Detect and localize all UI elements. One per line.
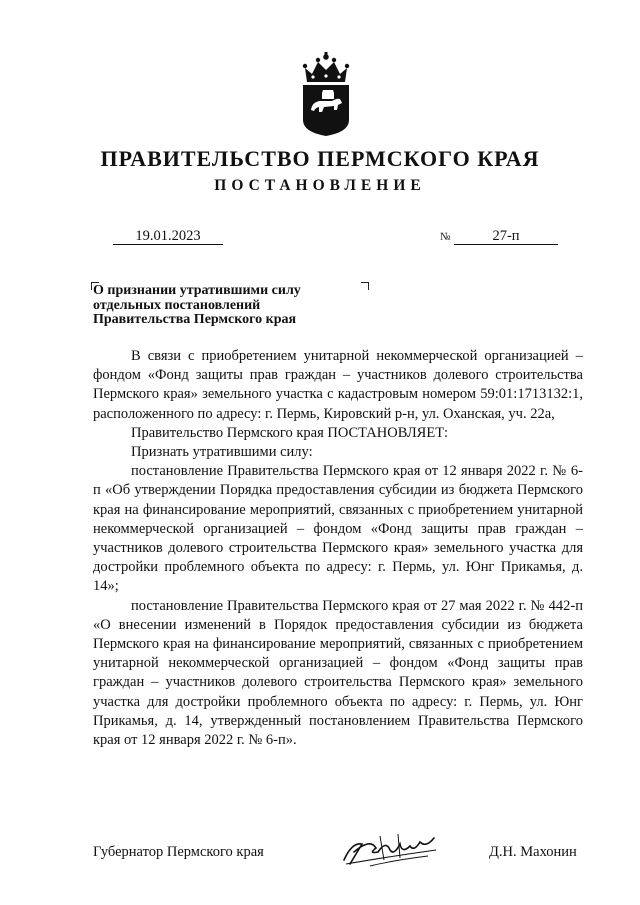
- body-paragraph: Правительство Пермского края ПОСТАНОВЛЯЕТ:: [131, 424, 449, 441]
- number-label: №: [440, 231, 451, 243]
- body-paragraph: постановление Правительства Пермского края от 27 мая 2022 г. № 442-п «О внесении изменений в Порядок предоставления субсидии из бюджета Пермского края на финансирование мероприятий, связанных с приобретением унитарной некоммерческой организацией – фондом «Фонд защиты прав граждан – участников долевого строительства Пермского края» земельного участка для достройки проблемного объекта по адресу: г. Пермь, ул. Юнг Прикамья, д. 14, утвержденный постановлением Правительства Пермского края от 12 января 2022 г. № 6-п».: [93, 597, 583, 749]
- subject-line: отдельных постановлений: [93, 297, 261, 313]
- signatory-title: Губернатор Пермского края: [93, 844, 264, 860]
- handwritten-signature: [340, 830, 440, 870]
- document-number: 27-п: [454, 228, 558, 245]
- document-type-heading: ПОСТАНОВЛЕНИЕ: [214, 177, 426, 194]
- body-paragraph: постановление Правительства Пермского края от 12 января 2022 г. № 6-п «Об утверждении Порядка предоставления субсидии из бюджета Пермского края на финансирование мероприятий, связанных с приобретением унитарной некоммерческой организацией – фондом «Фонд защиты прав граждан – участников долевого строительства Пермского края» земельного участка для достройки проблемного объекта по адресу: г. Пермь, ул. Юнг Прикамья, д. 14»;: [93, 463, 583, 595]
- perm-coat-of-arms-icon: [300, 52, 352, 136]
- document-subject: [93, 284, 373, 328]
- government-heading: ПРАВИТЕЛЬСТВО ПЕРМСКОГО КРАЯ: [100, 146, 540, 171]
- document-body: [93, 347, 583, 750]
- body-paragraph: Признать утратившими силу:: [131, 444, 313, 461]
- body-paragraph: В связи с приобретением унитарной некоммерческой организацией – фондом «Фонд защиты прав граждан – участников долевого строительства Пермского края» земельного участка с кадастровым номером 59:01:1713132:1, расположенного по адресу: г. Пермь, Кировский р-н, ул. Оханская, уч. 22а,: [93, 348, 583, 422]
- subject-line: Правительства Пермского края: [93, 312, 297, 327]
- subject-line: О признании утратившими силу: [93, 283, 301, 298]
- signatory-name: Д.Н. Махонин: [489, 844, 577, 860]
- document-date: 19.01.2023: [113, 228, 223, 245]
